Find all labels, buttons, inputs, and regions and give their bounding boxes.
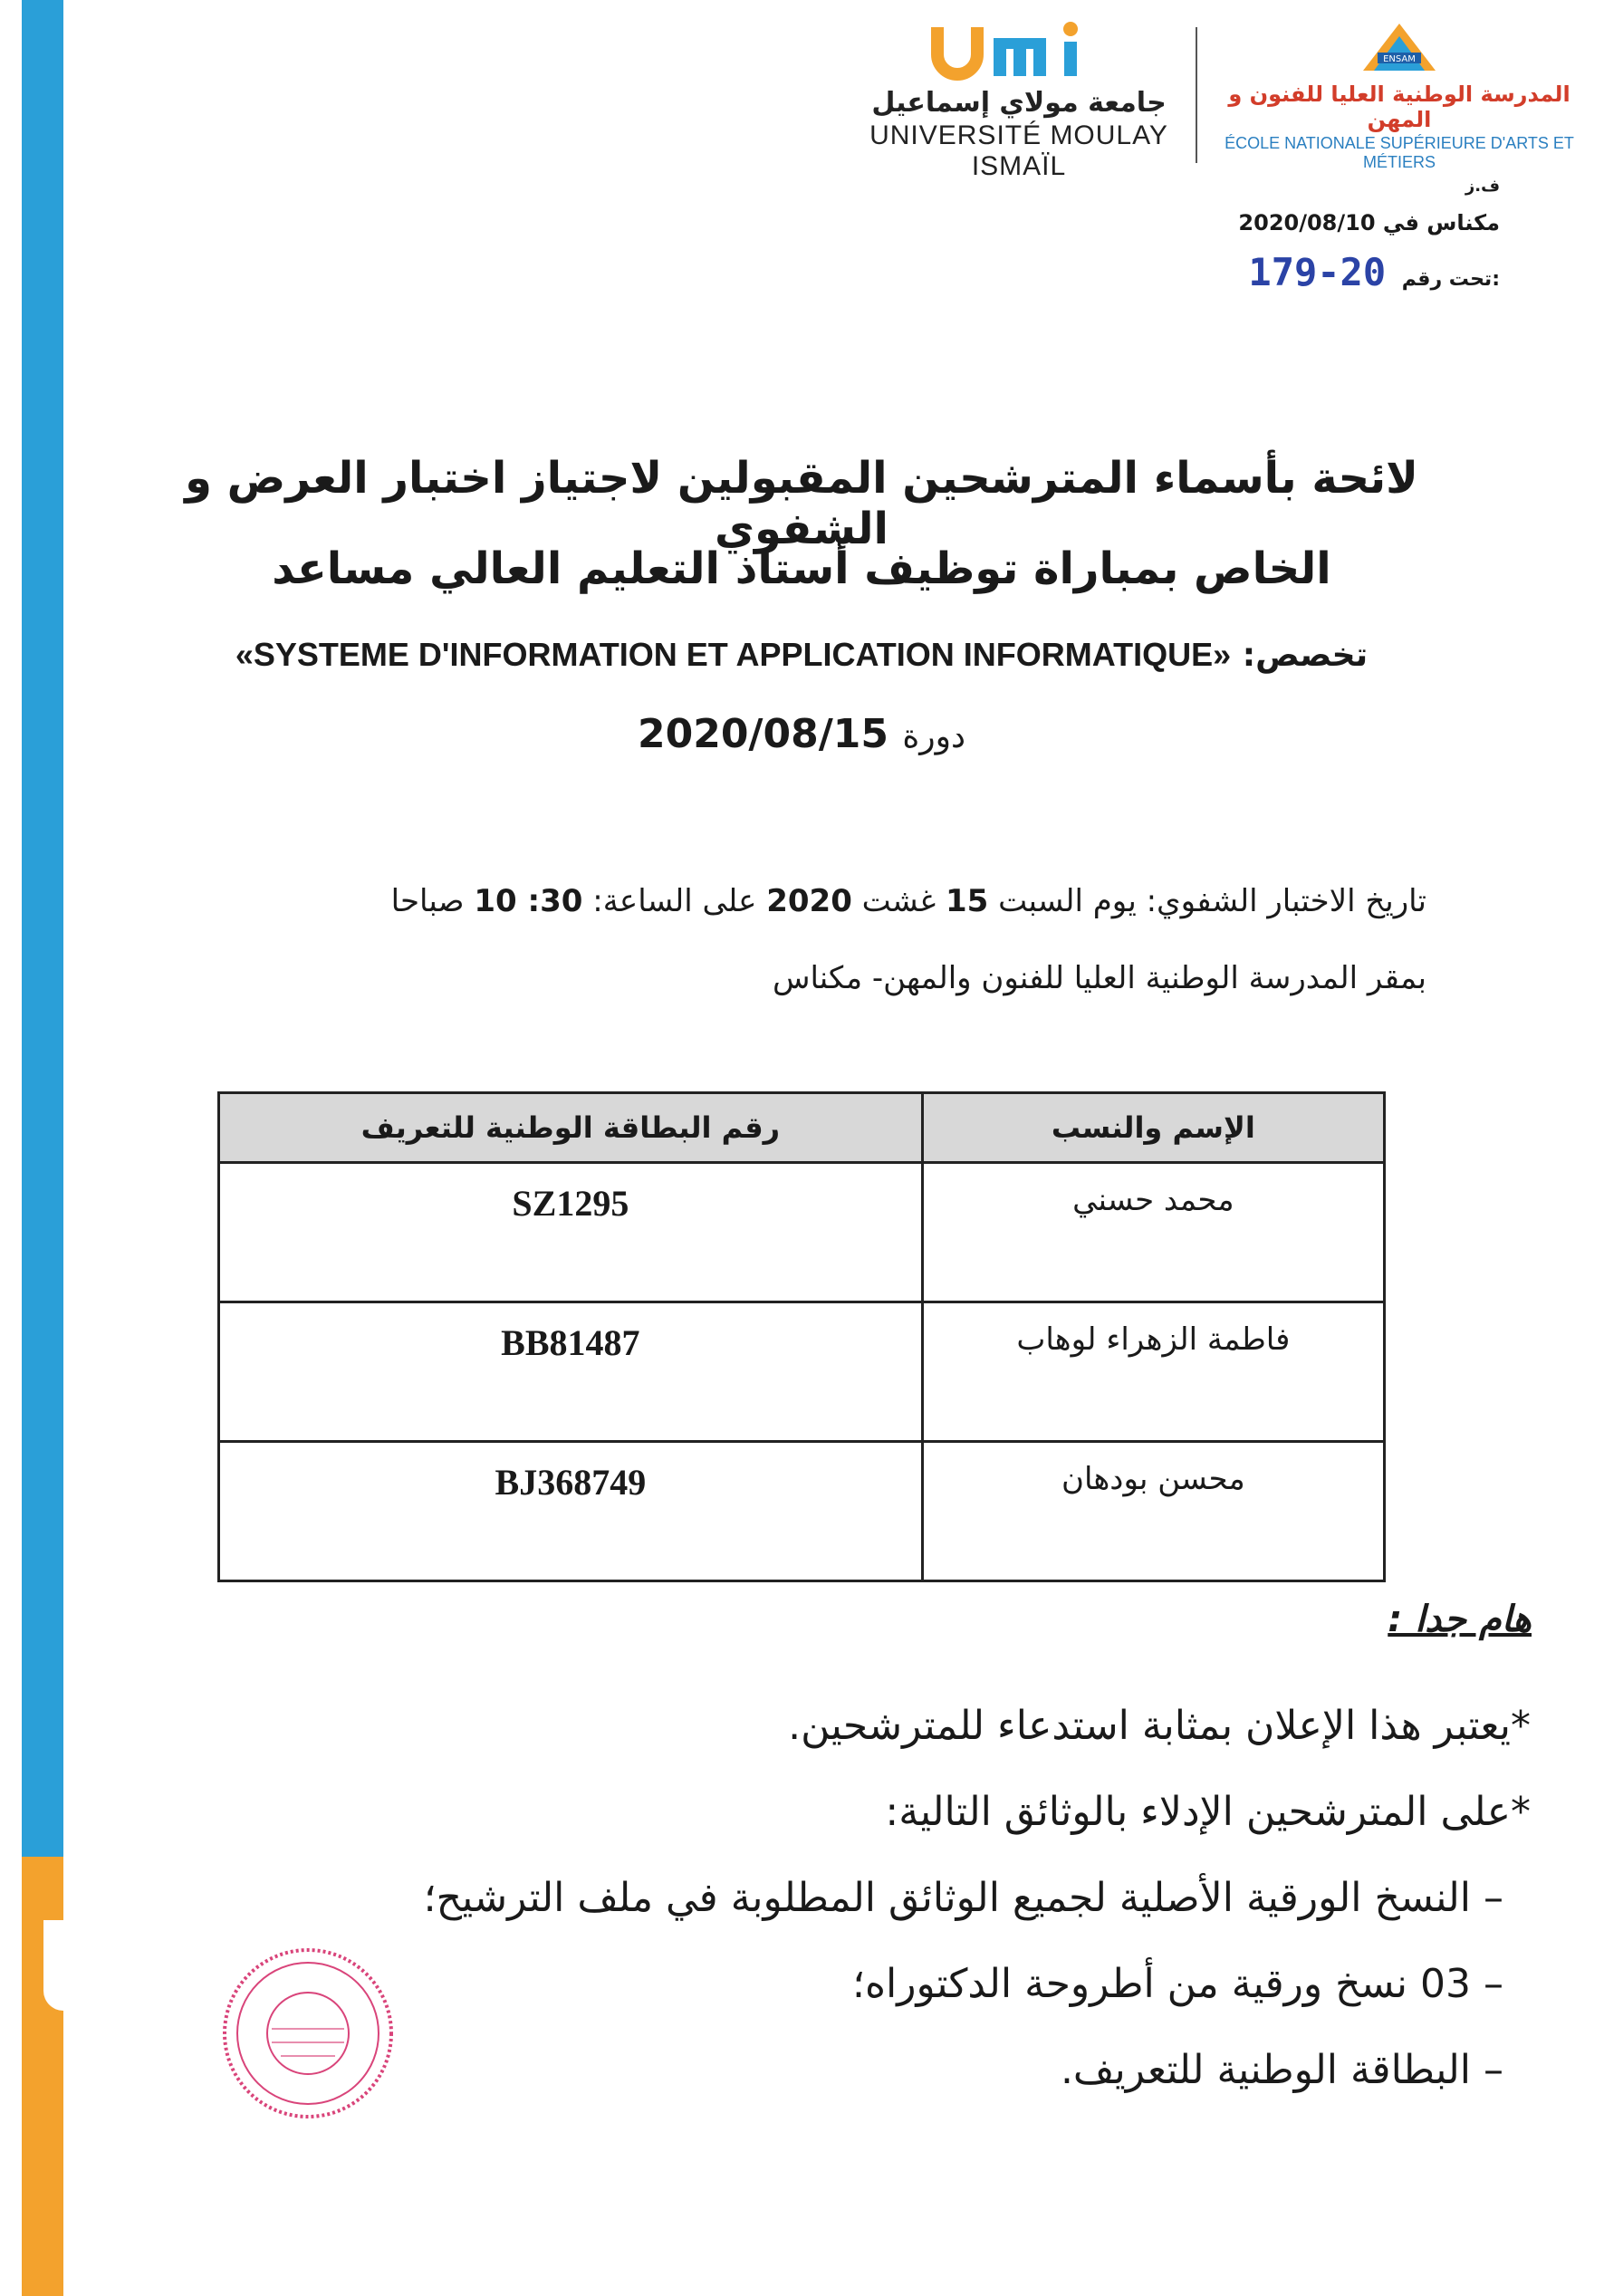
table-row (219, 1442, 1385, 1581)
notice-item-3: – البطاقة الوطنية للتعريف. (1060, 2047, 1503, 2093)
ensam-logo (1218, 20, 1580, 171)
notice-item-1: – النسخ الورقية الأصلية لجميع الوثائق المطلوبة في ملف الترشيح؛ (423, 1875, 1503, 1921)
ensam-name-french: ÉCOLE NATIONALE SUPÉRIEURE D'ARTS ET MÉTIERS (1225, 134, 1574, 171)
reference-date: 2020/08/10 (1238, 210, 1376, 235)
notice-line-1: *يعتبر هذا الإعلان بمثابة استدعاء للمترشحين. (788, 1703, 1531, 1749)
ensam-logo-graphic (1345, 20, 1454, 74)
exam-date-line (299, 883, 1426, 919)
reference-date-label: مكناس في (1382, 210, 1500, 235)
speciality-label: تخصص: (1242, 637, 1369, 674)
umi-logo (869, 20, 1168, 181)
umi-logo-graphic (919, 20, 1119, 83)
exam-location-line: بمقر المدرسة الوطنية العليا للفنون والمهن- مكناس (772, 960, 1426, 996)
candidates-table (217, 1091, 1386, 1582)
important-heading: هام جدا : (1388, 1599, 1532, 1640)
umi-name-french: UNIVERSITÉ MOULAY ISMAÏL (869, 120, 1168, 181)
table-header-row (219, 1093, 1385, 1163)
table-row (219, 1163, 1385, 1302)
notice-item-2: – 03 نسخ ورقية من أطروحة الدكتوراه؛ (851, 1961, 1503, 2007)
reference-code: ف.ز (1465, 177, 1500, 196)
reference-number-label: تحت رقم: (1401, 268, 1500, 291)
session-label: دورة (902, 718, 966, 755)
official-stamp (217, 1943, 399, 2124)
header-id: رقم البطاقة الوطنية للتعريف (219, 1093, 923, 1163)
exam-month: غشت (861, 883, 936, 919)
candidate-id: BB81487 (219, 1302, 923, 1442)
umi-name-arabic: جامعة مولاي إسماعيل (871, 87, 1167, 119)
exam-date-prefix: تاريخ الاختبار الشفوي: يوم السبت (998, 883, 1426, 919)
reference-date-line (1238, 210, 1500, 235)
candidate-id: BJ368749 (219, 1442, 923, 1581)
ensam-name-arabic: المدرسة الوطنية العليا للفنون و المهن (1228, 82, 1570, 132)
reference-block (1238, 177, 1500, 294)
exam-time-suffix: صباحا (390, 883, 465, 919)
exam-day: 15 (945, 883, 989, 919)
reference-number-line (1238, 250, 1500, 294)
title-line-1: لائحة بأسماء المترشحين المقبولين لاجتياز اختبار العرض و الشفوي (185, 453, 1418, 554)
speciality-name: «SYSTEME D'INFORMATION ET APPLICATION INFORMATIQUE» (235, 636, 1232, 673)
ensam-acronym: ENSAM (1383, 54, 1416, 64)
title-line-2: الخاص بمباراة توظيف أستاذ التعليم العالي مساعد (272, 543, 1331, 594)
candidate-name: محسن بودهان (922, 1442, 1384, 1581)
reference-number-stamp: 179-20 (1248, 250, 1387, 294)
header-name: الإسم والنسب (922, 1093, 1384, 1163)
candidate-id: SZ1295 (219, 1163, 923, 1302)
candidate-name: فاطمة الزهراء لوهاب (922, 1302, 1384, 1442)
session-date: 2020/08/15 (637, 711, 889, 757)
exam-time-label: على الساعة: (592, 883, 757, 919)
exam-year: 2020 (766, 883, 852, 919)
notice-line-2: *على المترشحين الإدلاء بالوثائق التالية: (885, 1789, 1531, 1835)
table-row (219, 1302, 1385, 1442)
left-blue-band (22, 0, 63, 1857)
logo-divider (1196, 27, 1197, 163)
session-line (181, 711, 1422, 757)
candidate-name: محمد حسني (922, 1163, 1384, 1302)
exam-time: 30: 10 (474, 883, 583, 919)
left-band-notch (43, 1920, 63, 2011)
speciality-line (181, 636, 1422, 674)
